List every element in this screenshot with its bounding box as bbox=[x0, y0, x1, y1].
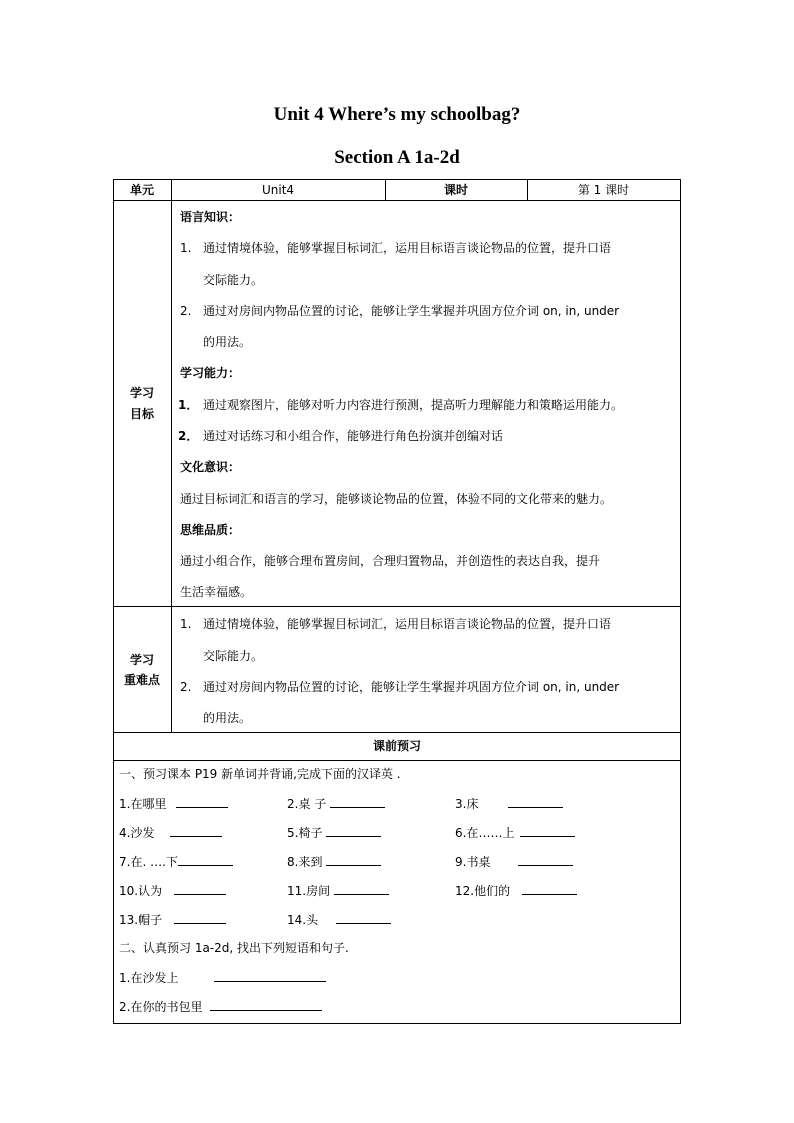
list-number: 2. bbox=[180, 680, 192, 694]
list-item: 通过对房间内物品位置的讨论，能够让学生掌握并巩固方位介词 on, in, under bbox=[203, 304, 620, 318]
table-rule bbox=[113, 606, 681, 607]
word-item bbox=[287, 824, 381, 841]
answer-blank[interactable] bbox=[176, 795, 228, 808]
word-item bbox=[287, 795, 385, 812]
answer-blank[interactable] bbox=[336, 911, 391, 924]
unit-label: 单元 bbox=[129, 183, 154, 197]
list-item: 通过观察图片，能够对听力内容进行预测，提高听力理解能力和策略运用能力。 bbox=[203, 398, 624, 412]
word-item bbox=[455, 882, 577, 899]
word-label: 13.帽子 bbox=[119, 913, 163, 927]
word-item bbox=[119, 882, 226, 899]
word-item bbox=[455, 853, 573, 870]
word-label: 9.书桌 bbox=[455, 855, 491, 869]
answer-blank[interactable] bbox=[518, 853, 573, 866]
answer-blank[interactable] bbox=[522, 882, 577, 895]
answer-blank[interactable] bbox=[330, 795, 385, 808]
list-item: 通过对话练习和小组合作，能够进行角色扮演并创编对话 bbox=[203, 429, 504, 443]
word-label: 2.桌 子 bbox=[287, 797, 327, 811]
word-label: 4.沙发 bbox=[119, 826, 155, 840]
answer-blank[interactable] bbox=[214, 969, 326, 982]
thinking-text: 通过小组合作，能够合理布置房间，合理归置物品，并创造性的表达自我，提升 bbox=[180, 554, 601, 568]
period-value: 第 1 课时 bbox=[577, 183, 630, 197]
list-item: 的用法。 bbox=[203, 711, 252, 725]
table-rule bbox=[113, 760, 681, 761]
lang-heading: 语言知识： bbox=[180, 210, 241, 224]
list-number: 1. bbox=[180, 241, 192, 255]
table-border-top bbox=[113, 179, 681, 180]
table-border-bottom bbox=[113, 1023, 681, 1024]
preview-heading: 课前预习 bbox=[372, 739, 421, 753]
word-label: 12.他们的 bbox=[455, 884, 511, 898]
unit-value: Unit4 bbox=[261, 183, 295, 197]
thinking-heading: 思维品质： bbox=[180, 523, 241, 537]
phrase-item bbox=[119, 969, 326, 986]
word-label: 11.房间 bbox=[287, 884, 331, 898]
goals-label: 学习 bbox=[129, 386, 154, 400]
culture-heading: 文化意识： bbox=[180, 460, 241, 474]
key-points-label: 重难点 bbox=[123, 673, 160, 687]
list-item: 通过情境体验，能够掌握目标词汇，运用目标语言谈论物品的位置，提升口语 bbox=[203, 617, 612, 631]
page-title: Unit 4 Where’s my schoolbag? bbox=[273, 104, 521, 125]
answer-blank[interactable] bbox=[520, 824, 575, 837]
answer-blank[interactable] bbox=[170, 824, 222, 837]
list-number: 1. bbox=[180, 617, 192, 631]
phrase-label: 2.在你的书包里 bbox=[119, 1000, 203, 1014]
table-border-right bbox=[680, 179, 681, 1024]
culture-text: 通过目标词汇和语言的学习，能够谈论物品的位置，体验不同的文化带来的魅力。 bbox=[180, 492, 613, 506]
answer-blank[interactable] bbox=[210, 998, 322, 1011]
word-item bbox=[119, 824, 222, 841]
word-label: 6.在……上 bbox=[455, 826, 515, 840]
list-item: 通过情境体验，能够掌握目标词汇，运用目标语言谈论物品的位置，提升口语 bbox=[203, 241, 612, 255]
word-item bbox=[287, 853, 381, 870]
word-item bbox=[287, 911, 391, 928]
phrase-item bbox=[119, 998, 322, 1015]
period-label: 课时 bbox=[443, 183, 468, 197]
answer-blank[interactable] bbox=[334, 882, 389, 895]
answer-blank[interactable] bbox=[326, 853, 381, 866]
list-item: 交际能力。 bbox=[203, 649, 264, 663]
list-item: 的用法。 bbox=[203, 335, 252, 349]
word-item bbox=[119, 911, 226, 928]
part2-instruction: 二、认真预习 1a-2d, 找出下列短语和句子. bbox=[119, 941, 349, 955]
answer-blank[interactable] bbox=[174, 911, 226, 924]
word-label: 8.来到 bbox=[287, 855, 323, 869]
word-item bbox=[455, 824, 575, 841]
table-rule-vertical bbox=[171, 179, 172, 732]
word-item bbox=[455, 795, 563, 812]
answer-blank[interactable] bbox=[174, 882, 226, 895]
list-number: 2． bbox=[178, 429, 199, 443]
ability-heading: 学习能力： bbox=[180, 366, 241, 380]
key-points-label: 学习 bbox=[129, 653, 154, 667]
section-subtitle: Section A 1a-2d bbox=[334, 147, 460, 168]
word-label: 1.在哪里 bbox=[119, 797, 167, 811]
part1-instruction: 一、预习课本 P19 新单词并背诵,完成下面的汉译英 . bbox=[119, 767, 401, 781]
word-label: 3.床 bbox=[455, 797, 479, 811]
table-border-left bbox=[113, 179, 114, 1024]
list-item: 交际能力。 bbox=[203, 273, 264, 287]
word-label: 5.椅子 bbox=[287, 826, 323, 840]
word-label: 10.认为 bbox=[119, 884, 163, 898]
word-item bbox=[119, 795, 228, 812]
answer-blank[interactable] bbox=[326, 824, 381, 837]
answer-blank[interactable] bbox=[178, 853, 233, 866]
goals-label: 目标 bbox=[129, 407, 154, 421]
phrase-label: 1.在沙发上 bbox=[119, 971, 179, 985]
table-rule bbox=[113, 732, 681, 733]
list-number: 1． bbox=[178, 398, 199, 412]
table-rule bbox=[113, 200, 681, 201]
list-item: 通过对房间内物品位置的讨论，能够让学生掌握并巩固方位介词 on, in, under bbox=[203, 680, 620, 694]
answer-blank[interactable] bbox=[508, 795, 563, 808]
word-label: 14.头 bbox=[287, 913, 319, 927]
list-number: 2. bbox=[180, 304, 192, 318]
word-label: 7.在. ….下 bbox=[119, 855, 178, 869]
word-item bbox=[119, 853, 233, 870]
word-item bbox=[287, 882, 389, 899]
thinking-text: 生活幸福感。 bbox=[180, 585, 253, 599]
